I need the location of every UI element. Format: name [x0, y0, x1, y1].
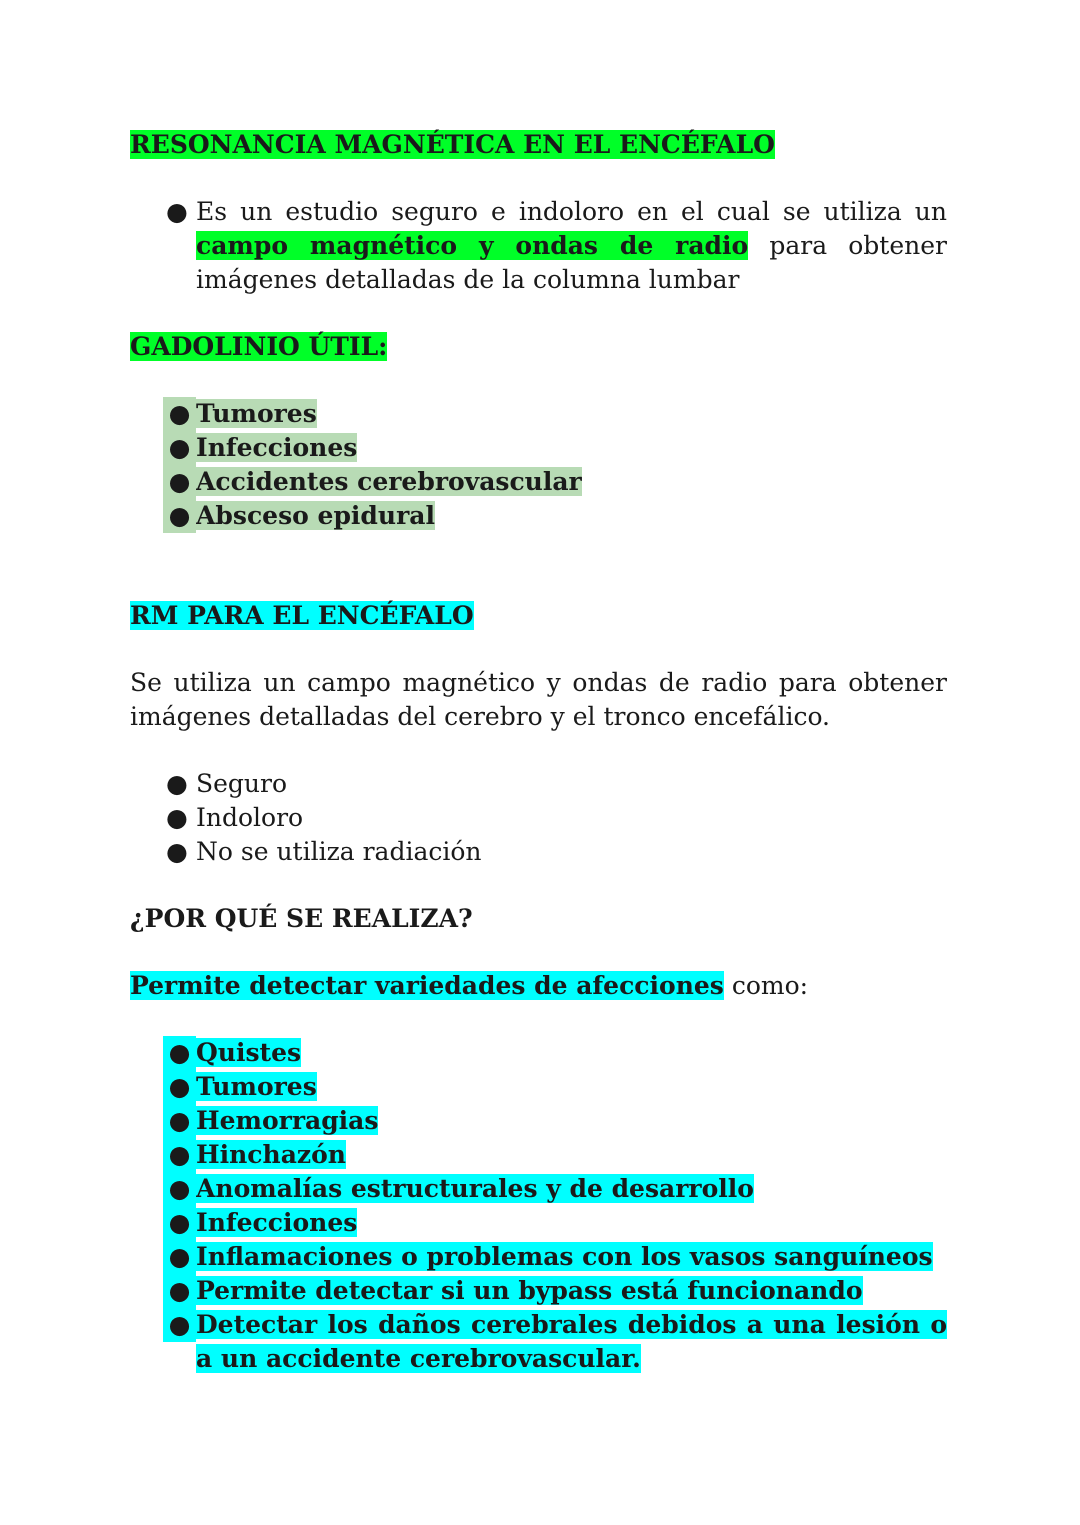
bullet-icon: ●	[163, 1104, 196, 1138]
list-item: ● Hinchazón	[130, 1138, 947, 1172]
list-item: ● Infecciones	[130, 1206, 947, 1240]
list-item: ● Es un estudio seguro e indoloro en el cual se utiliza un campo magnético y ondas de radio para obtener imágenes detalladas de la columna lumbar	[166, 197, 947, 294]
section-title-rm-encefalo: RM PARA EL ENCÉFALO	[130, 601, 474, 630]
section-title-resonancia: RESONANCIA MAGNÉTICA EN EL ENCÉFALO	[130, 130, 775, 159]
list-item: ● Infecciones	[130, 431, 947, 465]
list-item: ● Hemorragias	[130, 1104, 947, 1138]
section-title-gadolinio: GADOLINIO ÚTIL:	[130, 332, 388, 361]
rm-description: Se utiliza un campo magnético y ondas de radio para obtener imágenes detalladas del cerebro y el tronco encefálico.	[130, 668, 947, 731]
bullet-icon: ●	[163, 397, 196, 431]
bullet-icon: ●	[163, 1138, 196, 1172]
list-item: ● No se utiliza radiación	[130, 835, 947, 869]
list-item: ● Absceso epidural	[130, 499, 947, 533]
list-item: ● Anomalías estructurales y de desarrollo	[130, 1172, 947, 1206]
bullet-icon: ●	[166, 803, 188, 832]
bullet-icon: ●	[163, 465, 196, 499]
afecciones-list	[130, 1036, 947, 1376]
list-item: ● Indoloro	[130, 801, 947, 835]
bullet-icon: ●	[163, 1240, 196, 1274]
bullet-icon: ●	[163, 1036, 196, 1070]
por-que-intro: Permite detectar variedades de afecciones como:	[130, 971, 809, 1000]
document-page	[130, 128, 947, 1376]
section-title-por-que: ¿POR QUÉ SE REALIZA?	[130, 904, 473, 933]
bullet-icon: ●	[166, 837, 188, 866]
bullet-icon: ●	[163, 1206, 196, 1240]
list-item: ● Seguro	[130, 767, 947, 801]
list-item: ● Permite detectar si un bypass está funcionando	[130, 1274, 947, 1308]
bullet-icon: ●	[163, 1274, 196, 1308]
rm-features-list	[130, 767, 947, 869]
list-item: ● Tumores	[130, 1070, 947, 1104]
bullet-icon: ●	[163, 1308, 196, 1342]
list-item: ● Tumores	[130, 397, 947, 431]
list-item: ● Inflamaciones o problemas con los vasos sanguíneos	[130, 1240, 947, 1274]
bullet-icon: ●	[163, 1070, 196, 1104]
highlighted-term: campo magnético y ondas de radio	[196, 231, 749, 260]
bullet-icon: ●	[166, 769, 188, 798]
bullet-icon: ●	[163, 1172, 196, 1206]
gadolinio-list	[130, 397, 947, 533]
list-item: ● Accidentes cerebrovascular	[130, 465, 947, 499]
list-item: ● Detectar los daños cerebrales debidos a una lesión o a un accidente cerebrovascular.	[130, 1308, 947, 1376]
bullet-icon: ●	[166, 197, 188, 226]
bullet-icon: ●	[163, 431, 196, 465]
bullet-icon: ●	[163, 499, 196, 533]
list-item: ● Quistes	[130, 1036, 947, 1070]
section1-list	[130, 195, 947, 297]
